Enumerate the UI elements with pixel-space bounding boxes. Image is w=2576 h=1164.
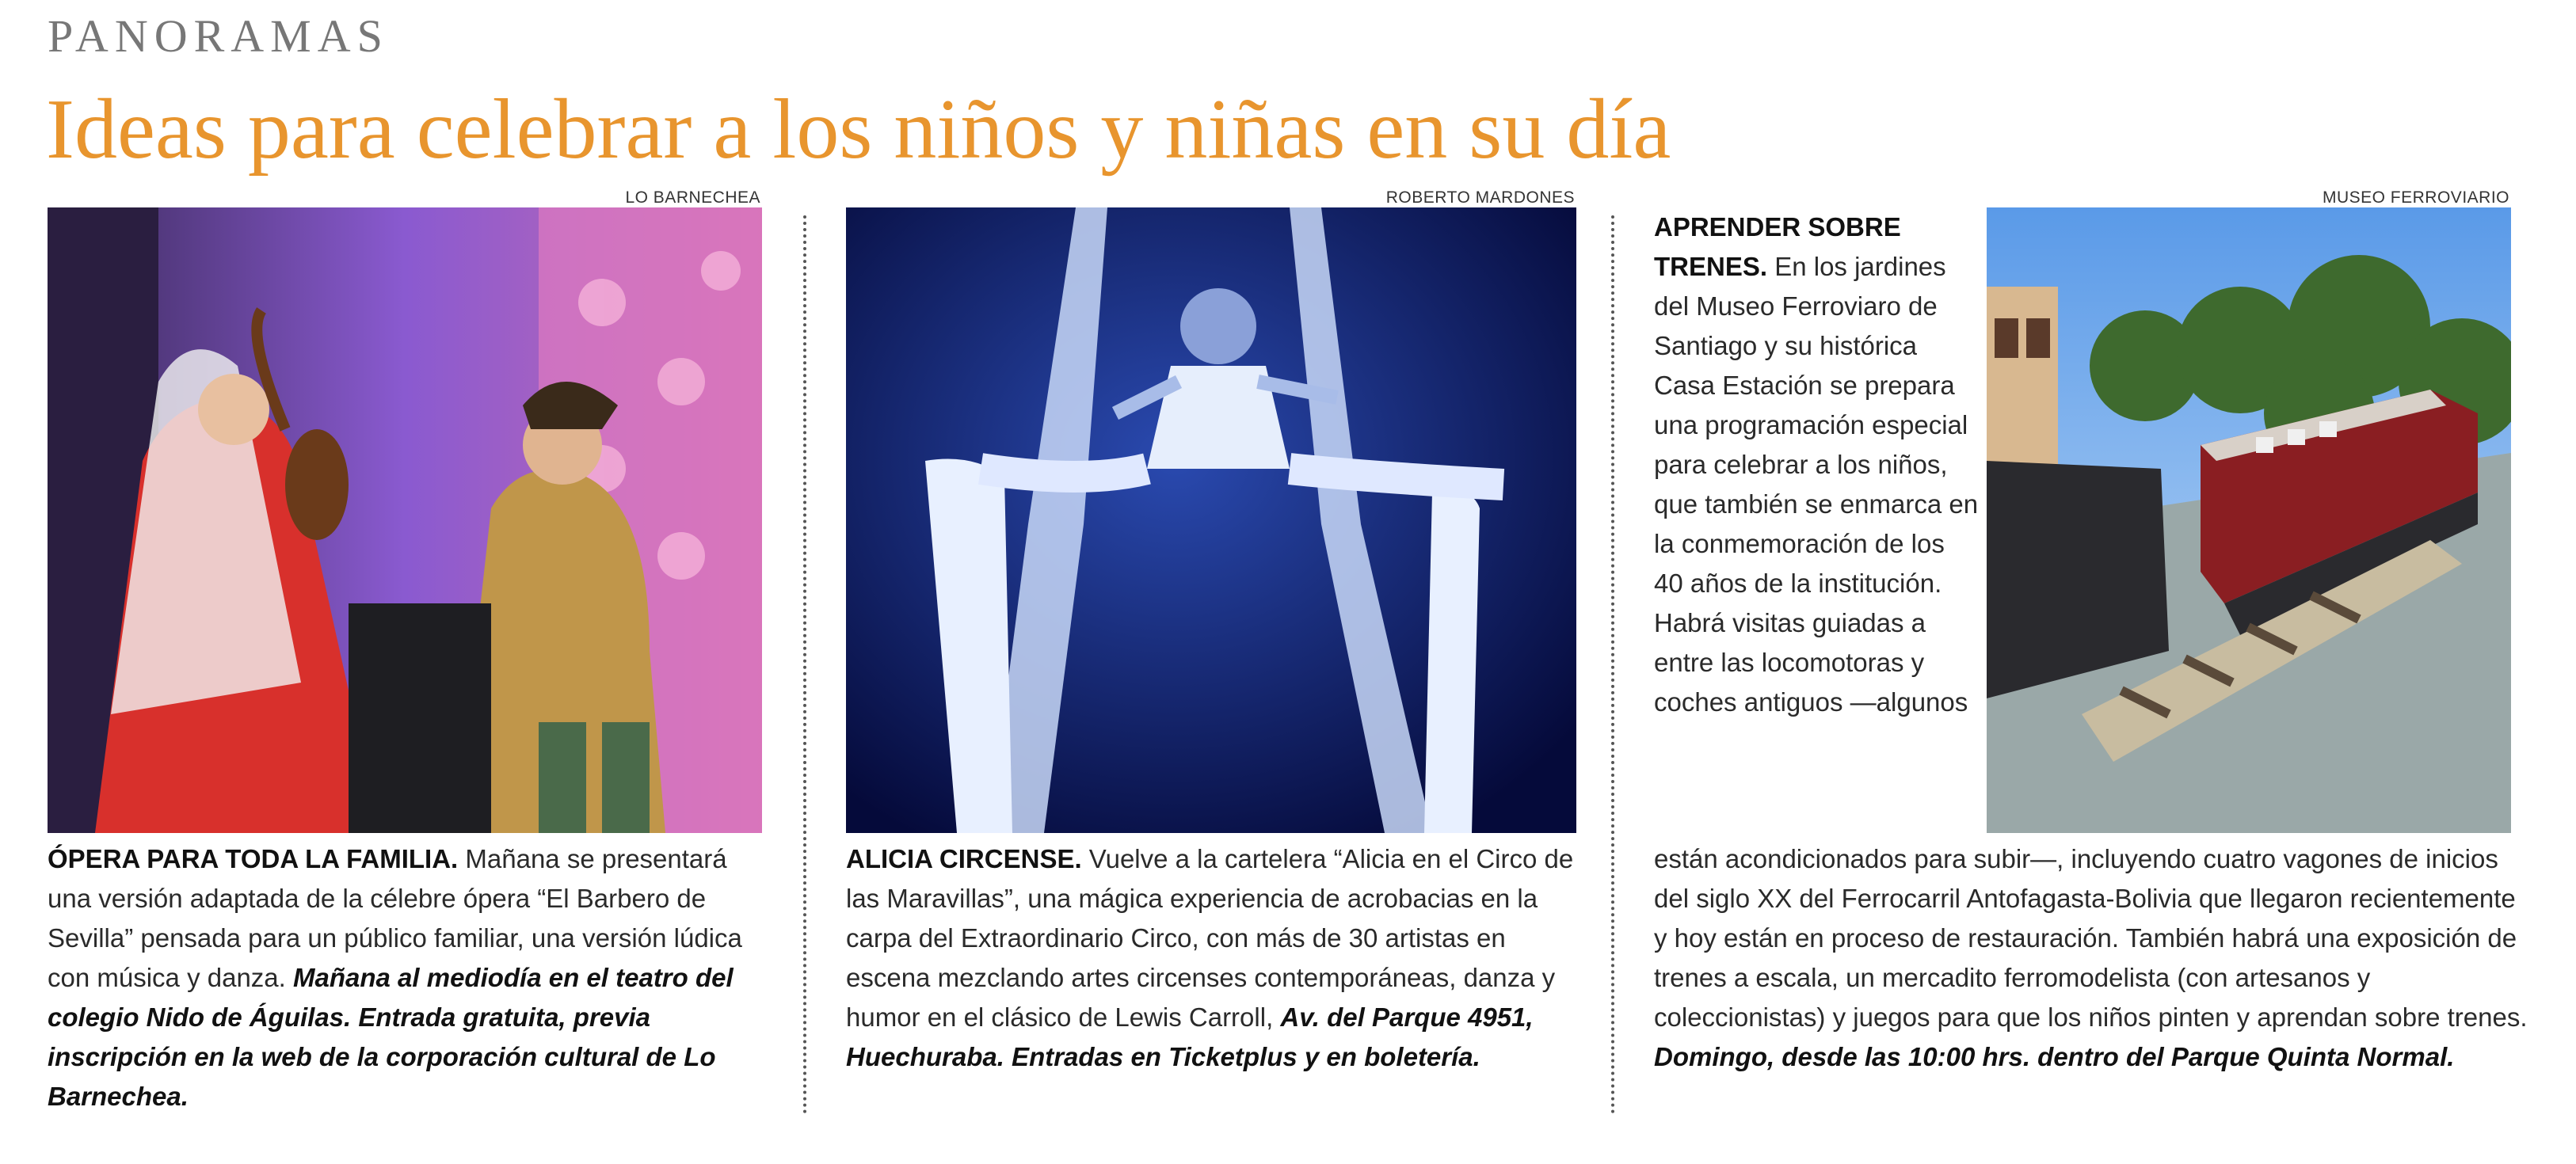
body-trains-bottom: están acondicionados para subir—, incluyendo cuatro vagones de inicios del siglo XX del Ferrocarril Antofagasta-Bolivia que llegaron recientemente y hoy están en proceso de restauración. También habrá una exposición de trenes a escala, un mercadito ferromodelista (con artesanos y coleccionistas) y juegos para que los niños pinten y aprendan sobre trenes. (1654, 844, 2528, 1032)
photo-credit-2: ROBERTO MARDONES (1385, 188, 1575, 207)
info-circus: Av. del Parque 4951, Huechuraba. Entradas en Ticketplus y en boletería. (846, 1002, 1534, 1071)
column-divider-1 (803, 215, 806, 1114)
photo-circus (846, 207, 1576, 833)
lead-circus: ALICIA CIRCENSE. (846, 844, 1082, 873)
body-trains-top: En los jardines del Museo Ferroviaro de Santiago y su histórica Casa Estación se prepara una programación especial para celebrar a los niños, que también se enmarca en la conmemoración de los 40 años de la institución. Habrá visitas guiadas a entre las locomotoras y coches antiguos —algunos (1654, 252, 1979, 717)
photo-train (1987, 207, 2511, 833)
photo-opera (48, 207, 762, 833)
body-opera: Mañana se presentará una versión adaptada de la célebre ópera “El Barbero de Sevilla” pensada para un público familiar, una versión lúdica con música y danza. (48, 844, 742, 992)
photo-credit-3: MUSEO FERROVIARIO (2322, 188, 2509, 207)
photo-credit-1: LO BARNECHEA (625, 188, 760, 207)
article-circus (846, 839, 1579, 1077)
section-label: PANORAMAS (48, 10, 389, 62)
article-opera (48, 839, 768, 1116)
column-divider-2 (1611, 215, 1614, 1114)
lead-opera: ÓPERA PARA TODA LA FAMILIA. (48, 844, 459, 873)
article-trains-bottom (1654, 839, 2533, 1077)
article-trains-top (1654, 207, 1979, 722)
page-headline: Ideas para celebrar a los niños y niñas en su día (46, 82, 1671, 177)
lead-trains: APRENDER SOBRE TRENES. (1654, 212, 1901, 281)
info-opera: Mañana al mediodía en el teatro del colegio Nido de Águilas. Entrada gratuita, previa inscripción en la web de la corporación cultural de Lo Barnechea. (48, 963, 734, 1111)
body-circus: Vuelve a la cartelera “Alicia en el Circo de las Maravillas”, una mágica experiencia de acrobacias en la carpa del Extraordinario Circo, con más de 30 artistas en escena mezclando artes circenses contemporáneas, danza y humor en el clásico de Lewis Carroll, (846, 844, 1574, 1032)
info-trains: Domingo, desde las 10:00 hrs. dentro del Parque Quinta Normal. (1654, 1042, 2455, 1071)
